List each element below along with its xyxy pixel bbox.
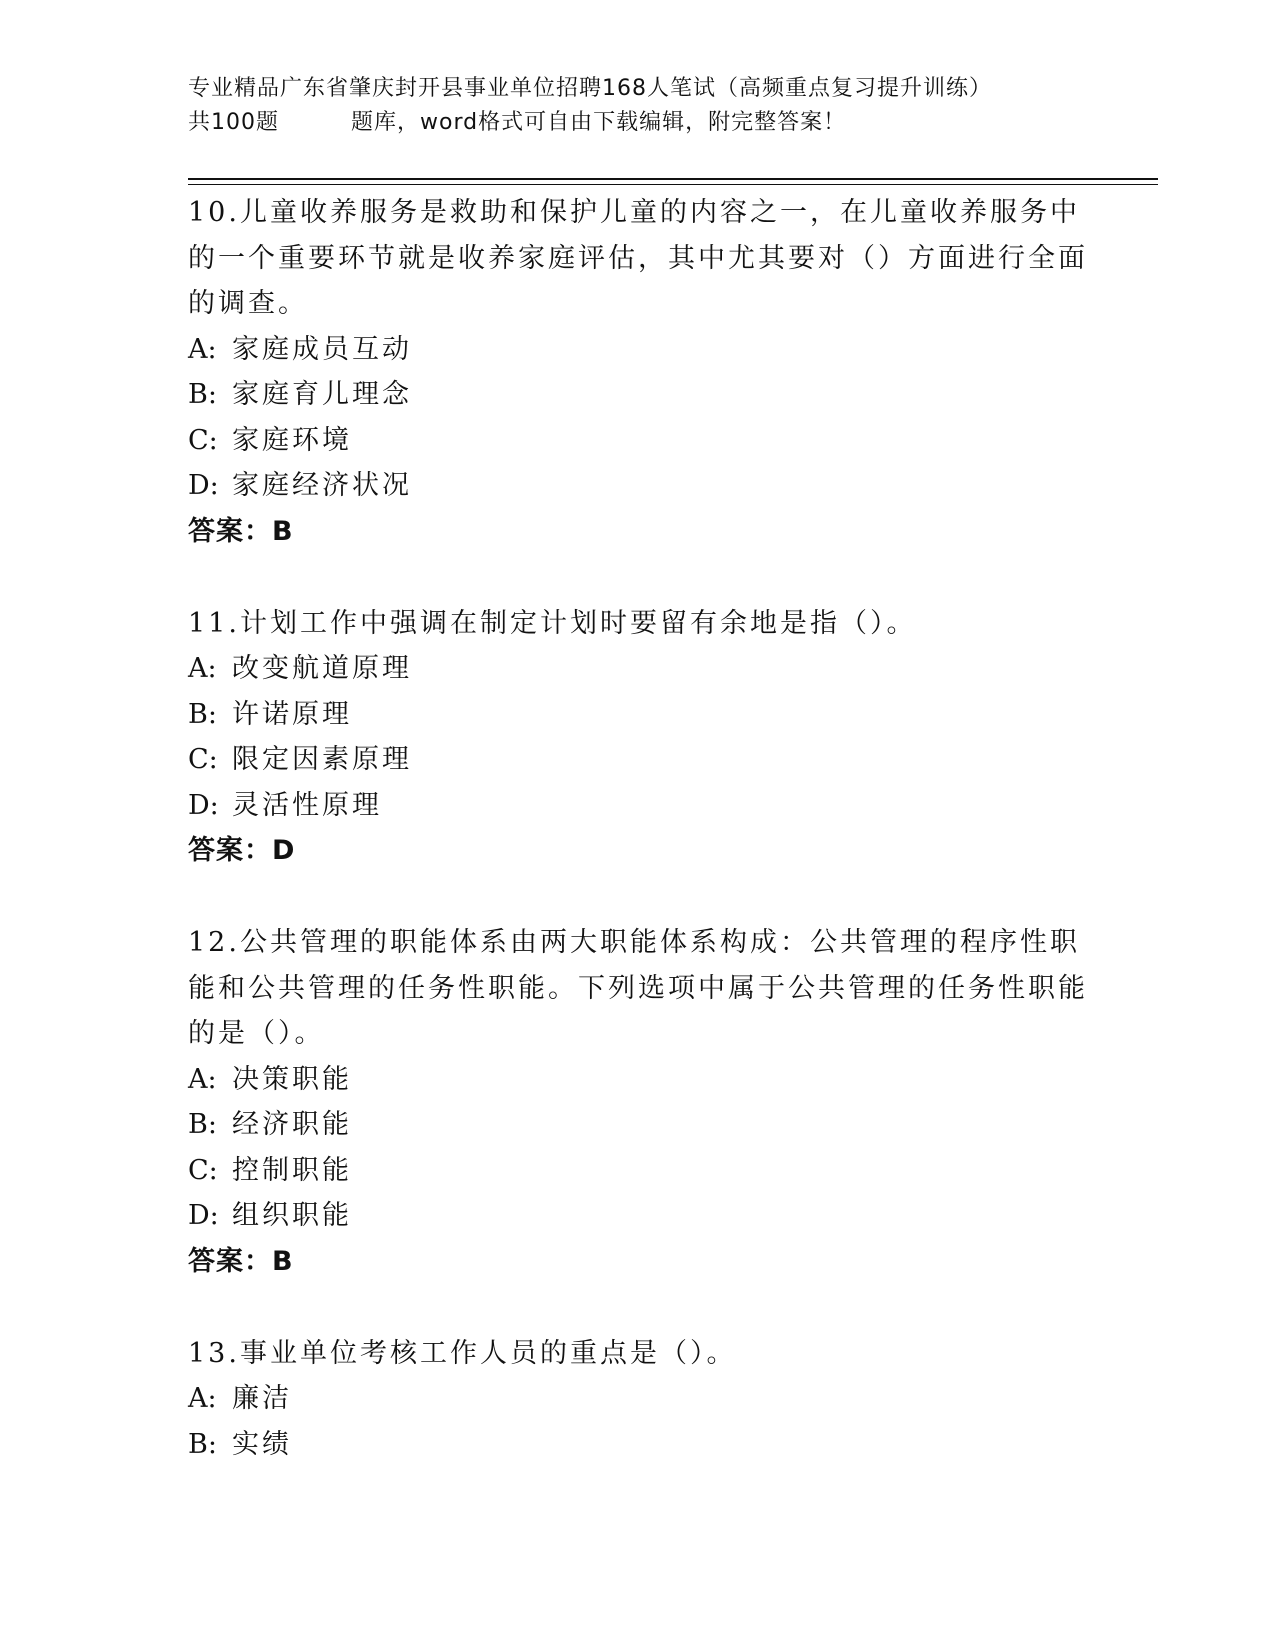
option-key: A:	[188, 1063, 217, 1095]
option-d	[188, 1193, 1088, 1239]
option-b	[188, 372, 1088, 418]
option-key: B:	[188, 379, 217, 410]
option-d	[188, 783, 1088, 829]
answer: 答案：B	[188, 515, 294, 547]
option-a	[188, 1057, 1088, 1103]
option-key: C:	[188, 424, 218, 456]
document-header	[188, 72, 1088, 140]
question-count: 共100题	[188, 110, 279, 135]
option-a	[188, 646, 1088, 692]
option-c	[188, 737, 1088, 783]
option-text: 家庭育儿理念	[232, 379, 412, 410]
question-text: 11.计划工作中强调在制定计划时要留有余地是指（）。	[188, 607, 917, 639]
option-a	[188, 327, 1088, 373]
option-text: 控制职能	[232, 1154, 352, 1186]
header-divider-thick	[188, 178, 1158, 180]
option-text: 家庭经济状况	[232, 470, 412, 501]
option-key: C:	[188, 1154, 218, 1186]
option-key: B:	[188, 698, 217, 730]
option-c	[188, 1148, 1088, 1194]
option-key: D:	[188, 789, 219, 821]
option-key: B:	[188, 1428, 217, 1460]
option-d	[188, 463, 1088, 509]
option-text: 改变航道原理	[232, 653, 412, 684]
answer: 答案：D	[188, 835, 296, 866]
question-list	[188, 190, 1088, 1513]
option-key: B:	[188, 1109, 217, 1140]
option-key: A:	[188, 1383, 217, 1414]
header-subtitle-line	[188, 106, 1088, 140]
question-10	[188, 190, 1088, 555]
option-a	[188, 1376, 1088, 1422]
answer: 答案：B	[188, 1245, 294, 1277]
question-text: 12.公共管理的职能体系由两大职能体系构成：公共管理的程序性职能和公共管理的任务性职能。下列选项中属于公共管理的任务性职能的是（）。	[188, 927, 1088, 1049]
option-text: 决策职能	[232, 1063, 352, 1095]
option-text: 家庭环境	[232, 424, 352, 456]
option-b	[188, 1102, 1088, 1148]
option-b	[188, 1422, 1088, 1468]
option-text: 组织职能	[232, 1200, 352, 1231]
option-key: A:	[188, 333, 217, 365]
option-key: A:	[188, 653, 217, 684]
header-description: 题库，word格式可自由下载编辑，附完整答案！	[351, 110, 847, 135]
option-b	[188, 692, 1088, 738]
option-text: 限定因素原理	[232, 744, 412, 775]
option-text: 家庭成员互动	[232, 333, 412, 365]
header-divider-thin	[188, 184, 1158, 185]
option-key: D:	[188, 1200, 219, 1231]
option-text: 灵活性原理	[232, 789, 382, 821]
question-13	[188, 1331, 1088, 1468]
option-text: 廉洁	[232, 1383, 292, 1414]
question-11	[188, 601, 1088, 875]
option-key: D:	[188, 470, 219, 501]
option-text: 许诺原理	[232, 698, 352, 730]
header-title-line: 专业精品广东省肇庆封开县事业单位招聘168人笔试（高频重点复习提升训练）	[188, 76, 992, 101]
option-key: C:	[188, 744, 218, 775]
option-c	[188, 418, 1088, 464]
question-text: 13.事业单位考核工作人员的重点是（）。	[188, 1337, 737, 1369]
option-text: 实绩	[232, 1428, 292, 1460]
question-text: 10.儿童收养服务是救助和保护儿童的内容之一，在儿童收养服务中的一个重要环节就是收养家庭评估，其中尤其要对（）方面进行全面的调查。	[188, 197, 1088, 319]
question-12	[188, 920, 1088, 1285]
option-text: 经济职能	[232, 1109, 352, 1140]
